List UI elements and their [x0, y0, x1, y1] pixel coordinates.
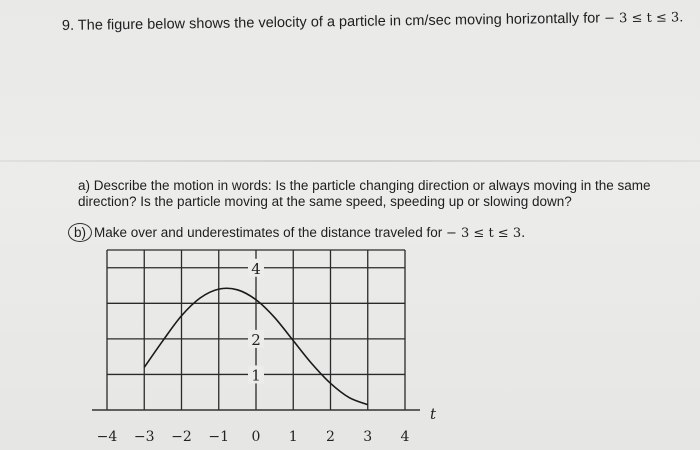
x-tick-label: −3 — [133, 429, 155, 445]
x-tick-label: 4 — [400, 429, 410, 445]
question-number: 9. — [61, 17, 75, 34]
part-b-interval: − 3 ≤ t ≤ 3. — [445, 226, 526, 241]
y-tick-label: 4 — [251, 259, 261, 278]
x-tick-label: 2 — [326, 429, 335, 445]
y-tick-label: 1 — [251, 366, 261, 385]
question-text: The figure below shows the velocity of a particle in cm/sec moving horizontally for — [77, 10, 601, 34]
x-tick-label: −2 — [171, 429, 192, 445]
x-tick-label: 1 — [288, 429, 298, 445]
part-b-text: Make over and underestimates of the distance traveled for — [94, 225, 443, 240]
x-tick-label: −1 — [208, 429, 230, 445]
question-interval: − 3 ≤ t ≤ 3. — [603, 10, 684, 27]
part-a-text: Describe the motion in words: Is the particle changing direction or always moving in the same direction? Is the particle moving at the same speed, speeding up or slowing down? — [78, 178, 651, 209]
y-tick-label: 2 — [251, 330, 261, 349]
x-tick-label: −4 — [96, 429, 118, 445]
x-tick-label: 0 — [251, 429, 261, 445]
part-b-label: b) — [68, 223, 92, 242]
x-axis-label: t — [429, 405, 437, 423]
x-tick-label: 3 — [363, 429, 373, 445]
part-a-label: a) — [78, 178, 91, 193]
